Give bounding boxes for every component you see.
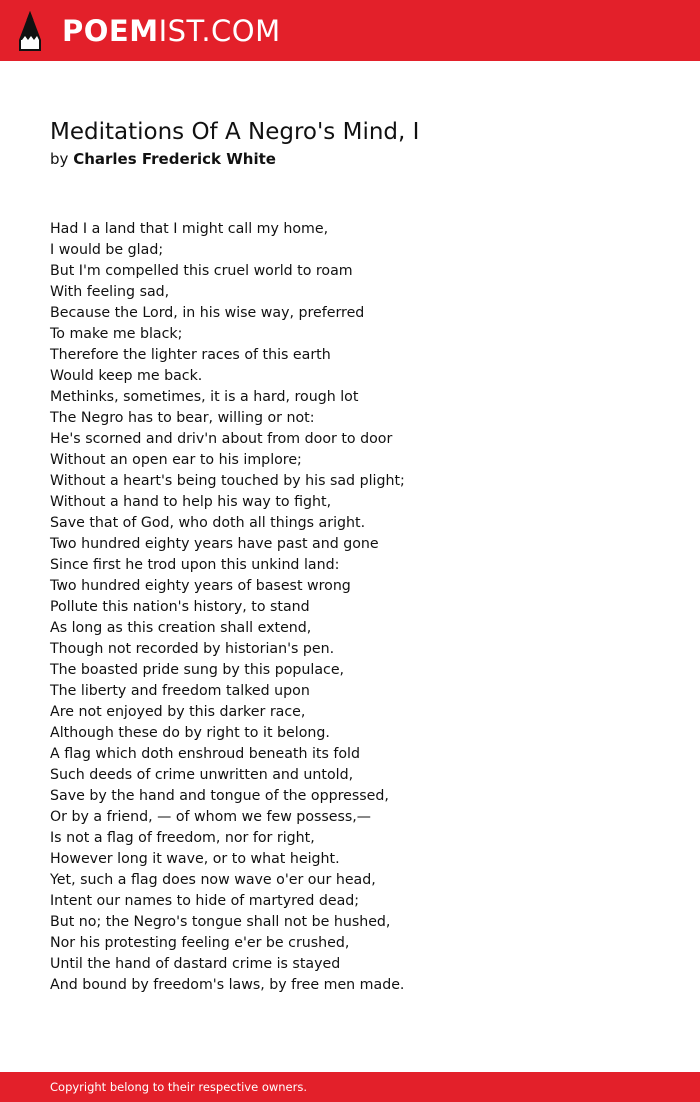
poem-line: As long as this creation shall extend, bbox=[50, 620, 312, 636]
poem-line: However long it wave, or to what height. bbox=[50, 851, 340, 867]
poem-line: Though not recorded by historian's pen. bbox=[50, 641, 335, 657]
poem-line: Save that of God, who doth all things aright. bbox=[50, 515, 366, 531]
poem-line: Because the Lord, in his wise way, preferred bbox=[50, 305, 365, 321]
poem-line: The boasted pride sung by this populace, bbox=[50, 662, 345, 678]
pencil-tip-icon[interactable] bbox=[18, 10, 42, 52]
poem-line: Two hundred eighty years have past and gone bbox=[50, 536, 379, 552]
poem-line: Since first he trod upon this unkind land: bbox=[50, 557, 340, 573]
poem-line: Such deeds of crime unwritten and untold, bbox=[50, 767, 354, 783]
poem-line: The Negro has to bear, willing or not: bbox=[50, 410, 315, 426]
site-footer bbox=[0, 1072, 700, 1102]
poem-line: Save by the hand and tongue of the oppressed, bbox=[50, 788, 389, 804]
poem-line: Intent our names to hide of martyred dead; bbox=[50, 893, 360, 909]
byline bbox=[50, 149, 276, 169]
poem-line: Until the hand of dastard crime is stayed bbox=[50, 956, 341, 972]
poem-line: Had I a land that I might call my home, bbox=[50, 221, 329, 237]
poem-line: Without an open ear to his implore; bbox=[50, 452, 302, 468]
poem-line: Therefore the lighter races of this earth bbox=[50, 347, 331, 363]
poem-line: I would be glad; bbox=[50, 242, 164, 258]
poem-line: Methinks, sometimes, it is a hard, rough lot bbox=[50, 389, 359, 405]
site-logo-text[interactable] bbox=[62, 13, 281, 49]
author-name: Charles Frederick White bbox=[73, 150, 276, 168]
poem-body bbox=[50, 219, 670, 996]
poem-line: Yet, such a flag does now wave o'er our head, bbox=[50, 872, 376, 888]
brand-light: IST.COM bbox=[158, 14, 281, 48]
poem-line: Without a hand to help his way to fight, bbox=[50, 494, 332, 510]
poem-line: With feeling sad, bbox=[50, 284, 170, 300]
poem-line: Are not enjoyed by this darker race, bbox=[50, 704, 306, 720]
poem-line: To make me black; bbox=[50, 326, 183, 342]
poem-line: But I'm compelled this cruel world to roam bbox=[50, 263, 353, 279]
poem-line: Is not a flag of freedom, nor for right, bbox=[50, 830, 315, 846]
poem-line: Would keep me back. bbox=[50, 368, 203, 384]
poem-line: But no; the Negro's tongue shall not be hushed, bbox=[50, 914, 391, 930]
poem-line: Pollute this nation's history, to stand bbox=[50, 599, 310, 615]
poem-line: Two hundred eighty years of basest wrong bbox=[50, 578, 351, 594]
site-header bbox=[0, 0, 700, 61]
brand-bold: POEM bbox=[62, 14, 159, 48]
by-label: by bbox=[50, 150, 69, 168]
poem-line: Or by a friend, — of whom we few possess,— bbox=[50, 809, 371, 825]
poem-line: He's scorned and driv'n about from door to door bbox=[50, 431, 393, 447]
copyright-notice: Copyright belong to their respective owners. bbox=[50, 1080, 308, 1094]
poem-line: The liberty and freedom talked upon bbox=[50, 683, 310, 699]
poem-line: And bound by freedom's laws, by free men made. bbox=[50, 977, 405, 993]
poem-line: Although these do by right to it belong. bbox=[50, 725, 330, 741]
poem-line: A flag which doth enshroud beneath its fold bbox=[50, 746, 361, 762]
poem-line: Without a heart's being touched by his sad plight; bbox=[50, 473, 405, 489]
poem-title: Meditations Of A Negro's Mind, I bbox=[50, 119, 420, 145]
poem-line: Nor his protesting feeling e'er be crushed, bbox=[50, 935, 350, 951]
